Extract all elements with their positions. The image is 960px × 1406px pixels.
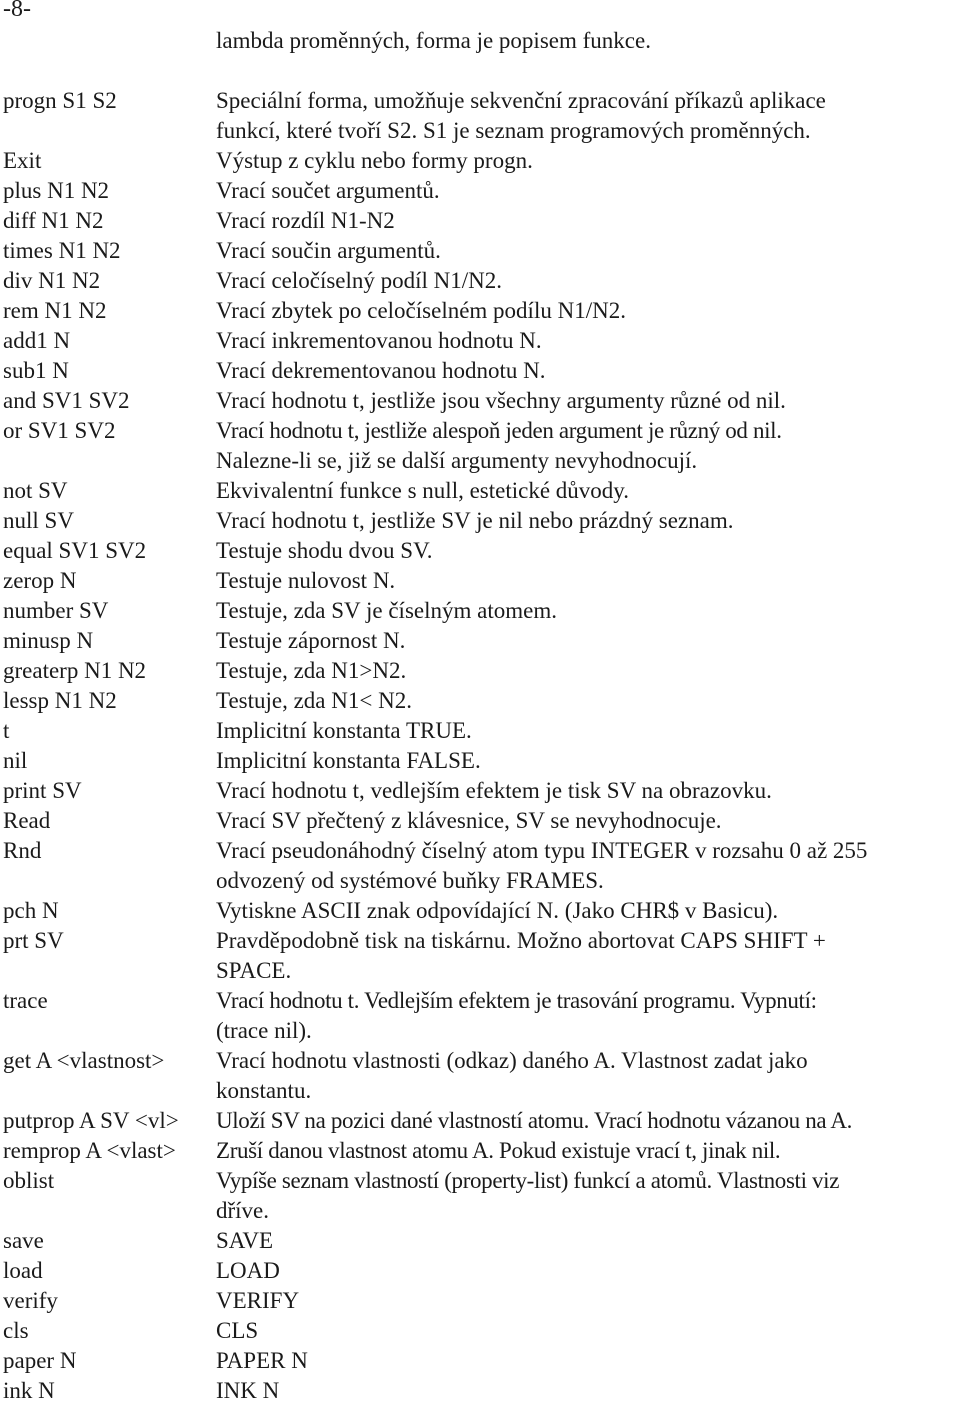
function-entry — [0, 416, 960, 476]
description-line: Výstup z cyklu nebo formy progn. — [216, 148, 533, 173]
description-line: Vrací celočíselný podíl N1/N2. — [216, 268, 503, 293]
function-entry — [0, 926, 960, 986]
description-line: konstantu. — [216, 1078, 312, 1103]
function-description — [216, 626, 960, 656]
function-term: sub1 N — [3, 358, 69, 383]
function-description — [216, 1106, 960, 1136]
description-line: Vrací hodnotu vlastnosti (odkaz) daného A. Vlastnost zadat jako — [216, 1048, 808, 1073]
function-description — [216, 356, 960, 386]
description-line: SAVE — [216, 1228, 274, 1253]
function-term: null SV — [3, 508, 74, 533]
function-term: times N1 N2 — [3, 238, 121, 263]
description-line: Implicitní konstanta FALSE. — [216, 748, 481, 773]
function-description — [216, 1136, 960, 1166]
function-term: diff N1 N2 — [3, 208, 104, 233]
function-entry — [0, 896, 960, 926]
function-entry — [0, 1136, 960, 1166]
function-entry — [0, 146, 960, 176]
function-term: prt SV — [3, 928, 64, 953]
function-entry — [0, 1376, 960, 1406]
function-entry — [0, 1166, 960, 1226]
function-term: verify — [3, 1288, 58, 1313]
description-line: Uloží SV na pozici dané vlastností atomu. Vrací hodnotu vázanou na A. — [216, 1108, 853, 1133]
function-term: or SV1 SV2 — [3, 418, 116, 443]
function-description — [216, 986, 960, 1046]
function-description — [216, 566, 960, 596]
function-description — [216, 656, 960, 686]
function-entry — [0, 626, 960, 656]
function-entry — [0, 356, 960, 386]
description-line: Vrací hodnotu t, vedlejším efektem je tisk SV na obrazovku. — [216, 778, 772, 803]
description-line: Zruší danou vlastnost atomu A. Pokud existuje vrací t, jinak nil. — [216, 1138, 781, 1163]
description-line: Testuje shodu dvou SV. — [216, 538, 433, 563]
description-line: (trace nil). — [216, 1018, 312, 1043]
function-description — [216, 746, 960, 776]
description-line: dříve. — [216, 1198, 270, 1223]
function-term: greaterp N1 N2 — [3, 658, 147, 683]
description-line: LOAD — [216, 1258, 280, 1283]
function-entry — [0, 386, 960, 416]
function-description — [216, 416, 960, 476]
function-description — [216, 506, 960, 536]
description-line: INK N — [216, 1378, 280, 1403]
function-description — [216, 1166, 960, 1226]
function-term: get A <vlastnost> — [3, 1048, 165, 1073]
description-line: odvozený od systémové buňky FRAMES. — [216, 868, 604, 893]
function-term: oblist — [3, 1168, 55, 1193]
function-entry — [0, 776, 960, 806]
function-entry — [0, 176, 960, 206]
function-description — [216, 236, 960, 266]
description-line: PAPER N — [216, 1348, 308, 1373]
description-line: Vrací součet argumentů. — [216, 178, 440, 203]
function-entry — [0, 326, 960, 356]
function-description — [216, 86, 960, 146]
function-term: paper N — [3, 1348, 77, 1373]
function-description — [216, 146, 960, 176]
function-entry — [0, 1316, 960, 1346]
function-term: print SV — [3, 778, 82, 803]
function-term: progn S1 S2 — [3, 88, 117, 113]
function-term: equal SV1 SV2 — [3, 538, 147, 563]
function-term: cls — [3, 1318, 29, 1343]
function-entry — [0, 536, 960, 566]
function-description — [216, 1376, 960, 1406]
description-line: Testuje nulovost N. — [216, 568, 396, 593]
function-description — [216, 596, 960, 626]
function-term: lessp N1 N2 — [3, 688, 117, 713]
function-description — [216, 926, 960, 986]
function-term: ink N — [3, 1378, 55, 1403]
description-line: SPACE. — [216, 958, 292, 983]
description-line: Vytiskne ASCII znak odpovídající N. (Jako CHR$ v Basicu). — [216, 898, 779, 923]
function-entry — [0, 656, 960, 686]
function-term: zerop N — [3, 568, 77, 593]
function-term: nil — [3, 748, 28, 773]
function-description — [216, 176, 960, 206]
description-line: Vrací hodnotu t, jestliže alespoň jeden argument je různý od nil. — [216, 418, 782, 443]
function-term: trace — [3, 988, 48, 1013]
function-description — [216, 1226, 960, 1256]
page-number: -8- — [3, 0, 31, 22]
function-term: minusp N — [3, 628, 94, 653]
function-entry — [0, 296, 960, 326]
function-description — [216, 836, 960, 896]
function-entry — [0, 1256, 960, 1286]
function-entry — [0, 1106, 960, 1136]
function-description — [216, 686, 960, 716]
function-term: save — [3, 1228, 44, 1253]
description-line: Vrací pseudonáhodný číselný atom typu INTEGER v rozsahu 0 až 255 — [216, 838, 868, 863]
function-description — [216, 536, 960, 566]
description-line: Speciální forma, umožňuje sekvenční zpracování příkazů aplikace — [216, 88, 826, 113]
function-description — [216, 1256, 960, 1286]
function-term: and SV1 SV2 — [3, 388, 130, 413]
function-entry — [0, 1226, 960, 1256]
description-line: Ekvivalentní funkce s null, estetické důvody. — [216, 478, 630, 503]
description-line: Vrací inkrementovanou hodnotu N. — [216, 328, 542, 353]
description-line: funkcí, které tvoří S2. S1 je seznam programových proměnných. — [216, 118, 811, 143]
function-entry — [0, 686, 960, 716]
function-entry — [0, 596, 960, 626]
description-line: Vrací hodnotu t, jestliže SV je nil nebo prázdný seznam. — [216, 508, 734, 533]
function-description — [216, 206, 960, 236]
function-term: add1 N — [3, 328, 71, 353]
function-description — [216, 1316, 960, 1346]
description-line: Vrací hodnotu t. Vedlejším efektem je trasování programu. Vypnutí: — [216, 988, 817, 1013]
function-entry — [0, 1346, 960, 1376]
function-description — [216, 1346, 960, 1376]
function-description — [216, 806, 960, 836]
function-term: Read — [3, 808, 51, 833]
function-entry — [0, 716, 960, 746]
continuation-text: lambda proměnných, forma je popisem funkce. — [216, 28, 651, 53]
function-term: Rnd — [3, 838, 42, 863]
function-term: rem N1 N2 — [3, 298, 107, 323]
description-line: Vypíše seznam vlastností (property-list) funkcí a atomů. Vlastnosti viz — [216, 1168, 840, 1193]
description-line: Vrací dekrementovanou hodnotu N. — [216, 358, 546, 383]
function-term: load — [3, 1258, 43, 1283]
function-term: not SV — [3, 478, 68, 503]
function-description — [216, 896, 960, 926]
description-line: VERIFY — [216, 1288, 300, 1313]
function-entry — [0, 266, 960, 296]
description-line: Vrací zbytek po celočíselném podílu N1/N2. — [216, 298, 626, 323]
description-line: CLS — [216, 1318, 259, 1343]
description-line: Pravděpodobně tisk na tiskárnu. Možno abortovat CAPS SHIFT + — [216, 928, 826, 953]
function-entry — [0, 1286, 960, 1316]
function-entry — [0, 986, 960, 1046]
function-description — [216, 776, 960, 806]
description-line: Vrací rozdíl N1-N2 — [216, 208, 395, 233]
function-term: div N1 N2 — [3, 268, 101, 293]
description-line: Vrací hodnotu t, jestliže jsou všechny argumenty různé od nil. — [216, 388, 786, 413]
function-term: remprop A <vlast> — [3, 1138, 176, 1163]
description-line: Nalezne-li se, již se další argumenty nevyhodnocují. — [216, 448, 698, 473]
function-description — [216, 476, 960, 506]
function-description — [216, 386, 960, 416]
function-entry — [0, 86, 960, 146]
function-description — [216, 716, 960, 746]
description-line: Testuje, zda N1< N2. — [216, 688, 412, 713]
function-entry — [0, 506, 960, 536]
function-entry — [0, 806, 960, 836]
function-entry — [0, 1046, 960, 1106]
function-term: t — [3, 718, 10, 743]
description-line: Vrací SV přečtený z klávesnice, SV se nevyhodnocuje. — [216, 808, 722, 833]
function-term: number SV — [3, 598, 109, 623]
description-line: Testuje, zda SV je číselným atomem. — [216, 598, 557, 623]
function-description — [216, 266, 960, 296]
function-description — [216, 1046, 960, 1106]
function-list — [0, 86, 960, 1406]
description-line: Testuje zápornost N. — [216, 628, 406, 653]
function-entry — [0, 476, 960, 506]
function-description — [216, 296, 960, 326]
function-entry — [0, 746, 960, 776]
description-line: Vrací součin argumentů. — [216, 238, 441, 263]
function-entry — [0, 566, 960, 596]
function-term: plus N1 N2 — [3, 178, 110, 203]
function-entry — [0, 206, 960, 236]
function-entry — [0, 236, 960, 266]
function-description — [216, 326, 960, 356]
function-entry — [0, 836, 960, 896]
function-term: pch N — [3, 898, 59, 923]
function-term: Exit — [3, 148, 42, 173]
function-term: putprop A SV <vl> — [3, 1108, 179, 1133]
description-line: Implicitní konstanta TRUE. — [216, 718, 472, 743]
description-line: Testuje, zda N1>N2. — [216, 658, 407, 683]
function-description — [216, 1286, 960, 1316]
